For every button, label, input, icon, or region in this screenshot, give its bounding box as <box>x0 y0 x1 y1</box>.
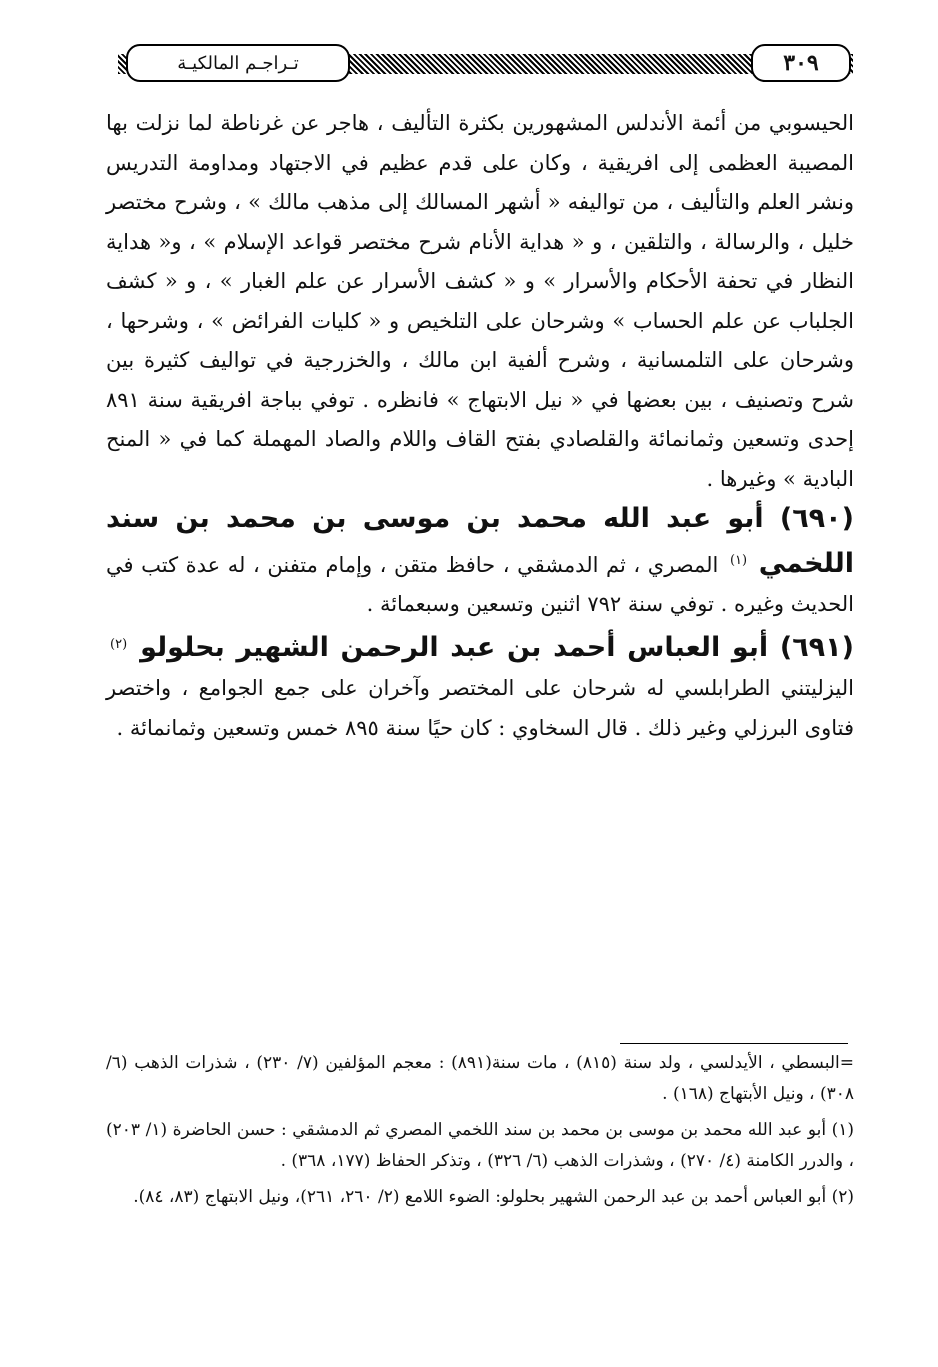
footnotes <box>106 1048 854 1218</box>
entry-text: اليزليتني الطرابلسي له شرحان على المختصر وآخران على جمع الجوامع ، واختصر فتاوى البرزلي وغير ذلك . قال السخاوي : كان حيًا سنة ٨٩٥ خمس وتسعين وثمانمائة . <box>106 676 854 740</box>
main-text <box>106 104 854 748</box>
entry-heading: (٦٩٠) أبو عبد الله محمد بن موسى بن محمد بن سند اللخمي <box>106 503 854 579</box>
biography-entry-690 <box>106 499 854 625</box>
page-header <box>118 40 853 88</box>
footnote-1: (١) أبو عبد الله محمد بن موسى بن محمد بن سند اللخمي المصري ثم الدمشقي : حسن الحاضرة (١/ ٢٠٣) ، والدرر الكامنة (٤/ ٢٧٠) ، وشذرات الذهب (٦/ ٣٢٦) ، وتذكر الحفاظ (١٧٧، ٣٦٨) . <box>106 1120 854 1171</box>
entry-heading: (٦٩١) أبو العباس أحمد بن عبد الرحمن الشهير بحلولو <box>140 631 854 663</box>
running-title: تـراجـم المالكيـة <box>126 44 350 82</box>
footnote-continuation: =البسطي ، الأيدلسي ، ولد سنة (٨١٥) ، مات سنة(٨٩١) : معجم المؤلفين (٧/ ٢٣٠) ، شذرات الذهب (٦/ ٣٠٨) ، ونيل الأبتهاج (١٦٨) . <box>106 1053 854 1104</box>
page-number: ٣٠٩ <box>751 44 851 82</box>
footnote-reference: (١) <box>729 552 748 568</box>
footnote-2: (٢) أبو العباس أحمد بن عبد الرحمن الشهير بحلولو: الضوء اللامع (٢/ ٢٦٠، ٢٦١)، ونيل الابتهاج (٨٣، ٨٤). <box>133 1187 854 1207</box>
continuation-paragraph: الحيسوبي من أئمة الأندلس المشهورين بكثرة التأليف ، هاجر عن غرناطة لما نزلت بها المصيبة العظمى إلى افريقية ، وكان على قدم عظيم في الاجتهاد ومداومة التدريس ونشر العلم والتأليف ، من تواليفه « أشهر المسالك إلى مذهب مالك » ، وشرح مختصر خليل ، والرسالة ، والتلقين ، و « هداية الأنام شرح مختصر قواعد الإسلام » ، و« هداية النظار في تحفة الأحكام والأسرار » و « كشف الأسرار عن علم الغبار » ، و « كشف الجلباب عن علم الحساب » وشرحان على التلخيص و « كليات الفرائض » ، وشرحها ، وشرحان على التلمسانية ، وشرح ألفية ابن مالك ، والخزرجية في تواليف كثيرة بين شرح وتصنيف ، بين بعضها في « نيل الابتهاج » فانظره . توفي بباجة افريقية سنة ٨٩١ إحدى وتسعين وثمانمائة والقلصادي بفتح القاف واللام والصاد المهملة كما في « المنح البادية » وغيرها . <box>106 111 854 491</box>
entry-text: المصري ، ثم الدمشقي ، حافظ متقن ، وإمام متفنن ، له عدة كتب في الحديث وغيره . توفي سنة ٧٩٢ اثنين وتسعين وسبعمائة . <box>106 552 854 616</box>
footnote-reference: (٢) <box>110 636 128 652</box>
biography-entry-691 <box>106 625 854 749</box>
footnote-separator <box>620 1043 848 1044</box>
